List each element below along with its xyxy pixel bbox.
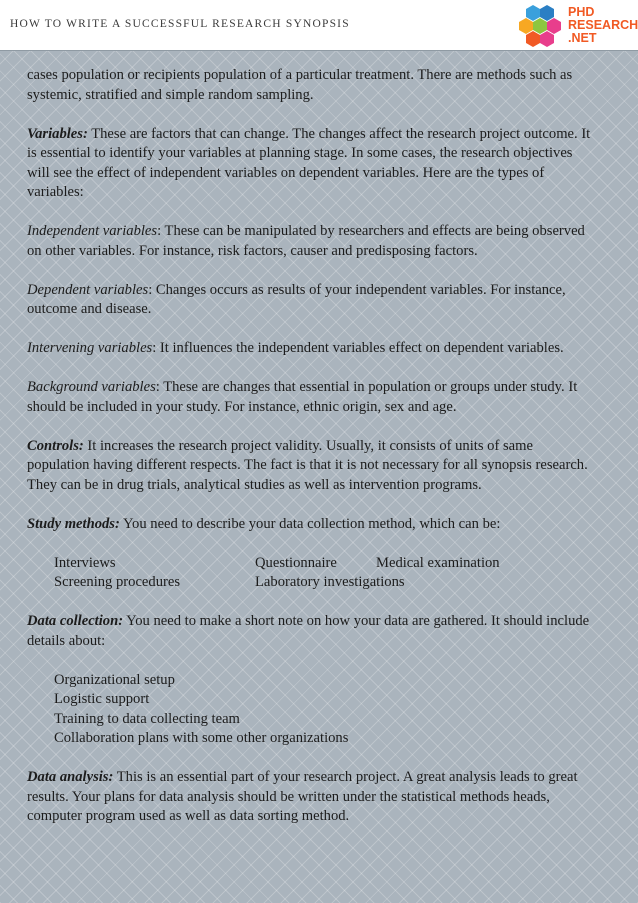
list-item: Screening procedures xyxy=(54,574,181,590)
list-item: Logistic support xyxy=(54,691,150,707)
list-item: Organizational setup xyxy=(54,671,175,688)
intervening-variables-paragraph: Intervening variables: It influences the independent variables effect on dependent variables. xyxy=(27,340,564,356)
independent-variables-paragraph: Independent variables: These can be manipulated by researchers and effects are being observed on other variables. For instance, risk factors, causer and predisposing factors. xyxy=(27,223,585,259)
list-item: Training to data collecting team xyxy=(54,710,240,727)
data-collection-term: Data collection: xyxy=(27,613,124,629)
phd-research-logo[interactable] xyxy=(516,2,638,50)
variables-term: Variables: xyxy=(27,125,88,142)
methods-row xyxy=(27,573,597,593)
data-analysis-paragraph: Data analysis: This is an essential part of your research project. A great analysis leads to great results. Your plans for data analysis should be written under the statistical methods heads, computer program used as well as data sorting method. xyxy=(27,769,578,824)
hexagon-logo-icon xyxy=(516,4,566,48)
background-variables-term: Background variables xyxy=(27,379,156,395)
page-header xyxy=(0,0,638,51)
intervening-variables-term: Intervening variables xyxy=(27,340,153,356)
study-methods-term: Study methods: xyxy=(27,515,120,532)
independent-variables-term: Independent variables xyxy=(27,223,158,239)
list-item: Laboratory investigations xyxy=(255,574,405,590)
dependent-variables-paragraph: Dependent variables: Changes occurs as results of your independent variables. For instance, outcome and disease. xyxy=(27,281,566,317)
list-item: Medical examination xyxy=(376,554,500,571)
data-analysis-term: Data analysis: xyxy=(27,769,114,785)
list-item: Collaboration plans with some other organizations xyxy=(54,730,349,746)
study-methods-paragraph: Study methods: You need to describe your data collection method, which can be: xyxy=(27,515,501,532)
intro-paragraph: cases population or recipients population of a particular treatment. There are methods such as systemic, stratified and simple random sampling. xyxy=(27,67,573,103)
variables-paragraph: Variables: These are factors that can change. The changes affect the research project outcome. It is essential to identify your variables at planning stage. In some cases, the research objectives will see the effect of independent variables on dependent variables. Here are the types of variables: xyxy=(27,125,591,200)
list-item: Interviews xyxy=(54,554,116,571)
methods-row xyxy=(27,554,597,574)
methods-list xyxy=(27,554,597,593)
controls-paragraph: Controls: It increases the research project validity. Usually, it consists of units of same population having different respects. The fact is that it is not necessary for all synopsis research. They can be in drug trials, analytical studies as well as intervention programs. xyxy=(27,437,588,493)
document-body xyxy=(27,66,597,846)
document-title: HOW TO WRITE A SUCCESSFUL RESEARCH SYNOPSIS xyxy=(10,18,350,30)
background-variables-paragraph: Background variables: These are changes that essential in population or groups under study. It should be included in your study. For instance, ethnic origin, sex and age. xyxy=(27,379,578,415)
controls-term: Controls: xyxy=(27,437,84,454)
list-item: Questionnaire xyxy=(255,554,337,571)
data-collection-paragraph: Data collection: You need to make a short note on how your data are gathered. It should include details about: xyxy=(27,613,590,649)
logo-wordmark: PHD RESEARCH .NET xyxy=(568,5,638,45)
dependent-variables-term: Dependent variables xyxy=(27,281,149,298)
collection-items-list xyxy=(27,671,597,749)
